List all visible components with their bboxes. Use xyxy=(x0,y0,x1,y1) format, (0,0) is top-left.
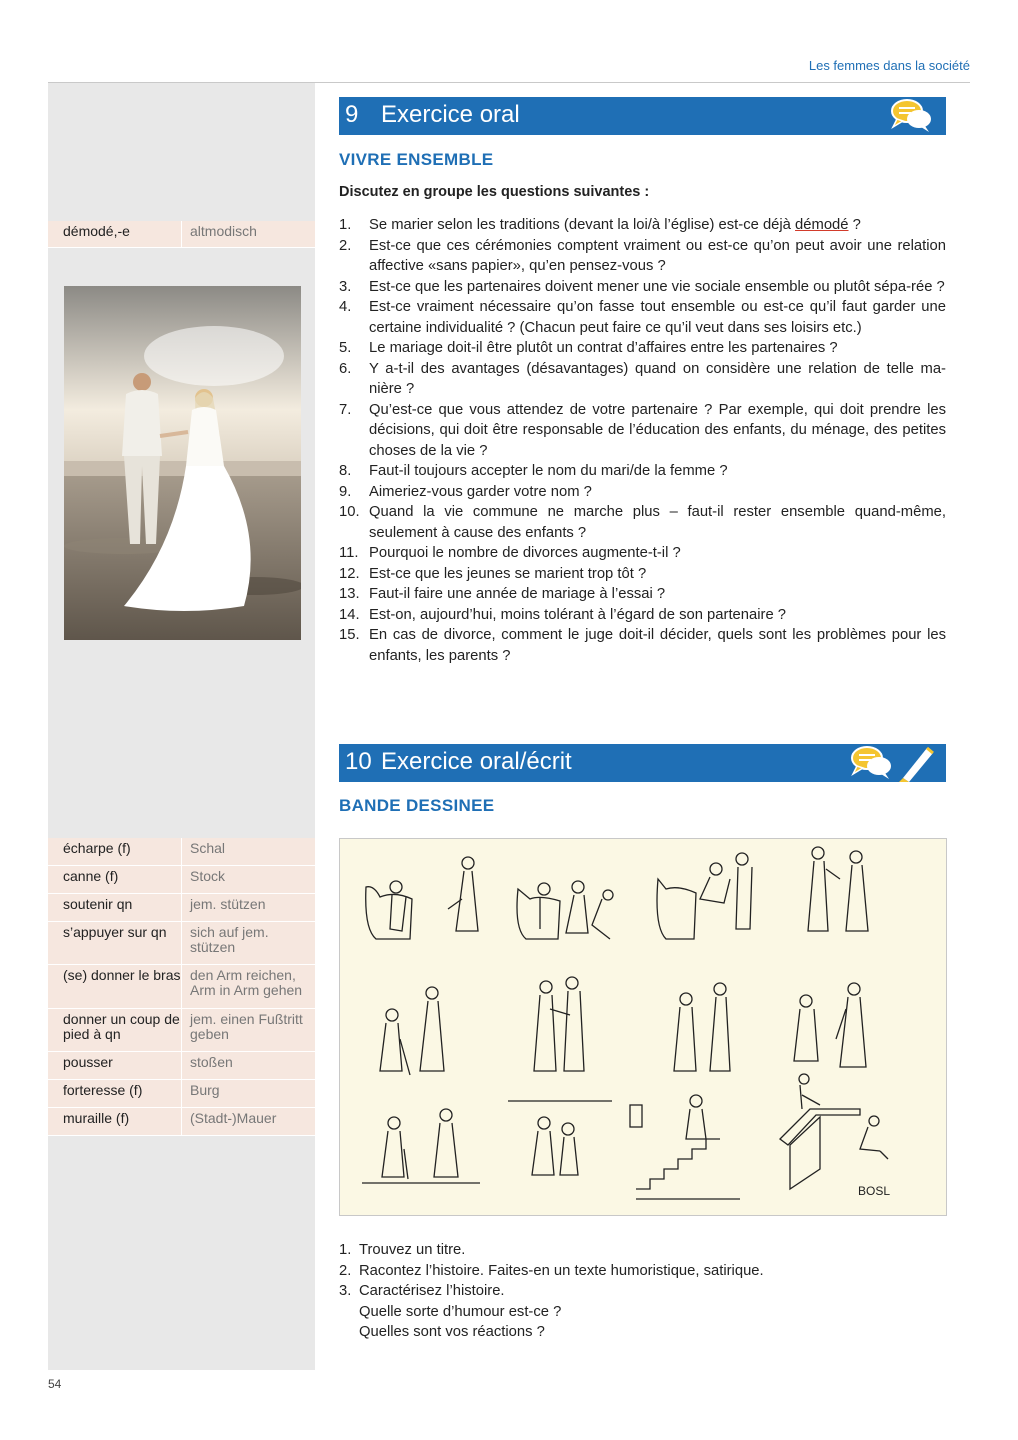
vocab-german: jem. einen Fußtritt geben xyxy=(181,1009,315,1051)
section-10-subtitle: BANDE DESSINEE xyxy=(339,796,495,815)
vocab-french: muraille (f) xyxy=(63,1110,130,1126)
question-number: 1. xyxy=(339,217,352,233)
question-item xyxy=(339,277,946,298)
pencil-icon xyxy=(895,744,935,782)
question-text: Est-ce que les jeunes se marient trop tôt ? xyxy=(369,565,647,582)
comic-panel xyxy=(380,987,444,1075)
question-text: Se marier selon les traditions (devant la loi/à l’église) est-ce déjà xyxy=(369,217,796,233)
question-item xyxy=(339,461,946,482)
vocab-french: soutenir qn xyxy=(63,896,133,912)
question-number: 14. xyxy=(339,606,360,623)
comic-panel xyxy=(517,881,613,939)
page-number: 54 xyxy=(48,1377,62,1391)
task-text: Trouvez un titre. xyxy=(359,1242,466,1258)
question-number: 11. xyxy=(339,545,359,561)
question-text: Quand la vie commune ne marche plus – faut-il rester ensemble quand-même, seulement à cause des enfants ? xyxy=(369,504,946,541)
question-number: 10. xyxy=(339,504,360,520)
task-number: 3. xyxy=(339,1283,352,1299)
vocab-row xyxy=(48,1009,315,1052)
question-item xyxy=(339,482,946,503)
question-text: Est-ce que les partenaires doivent mener une vie sociale ensemble ou plutôt sépa-rée ? xyxy=(369,278,945,295)
task-text: Quelles sont vos réactions ? xyxy=(359,1324,545,1340)
vocab-french: écharpe (f) xyxy=(63,840,131,856)
question-item xyxy=(339,215,946,236)
comic-panel xyxy=(508,1101,612,1175)
task-number: 2. xyxy=(339,1262,352,1279)
question-item xyxy=(339,236,946,277)
section-title: Exercice oral/écrit xyxy=(381,748,572,775)
question-text: Pourquoi le nombre de divorces augmente-t-il ? xyxy=(369,545,681,561)
vocab-row xyxy=(48,838,315,866)
vocab-german: Stock xyxy=(181,866,315,893)
comic-panel xyxy=(780,1074,888,1189)
vocab-french: s’appuyer sur qn xyxy=(63,924,167,940)
question-item xyxy=(339,297,946,338)
question-number: 2. xyxy=(339,237,352,254)
vocab-row xyxy=(48,894,315,922)
task-item xyxy=(339,1240,946,1261)
vocab-row xyxy=(48,1108,315,1136)
question-text: Le mariage doit-il être plutôt un contrat d’affaires entre les partenaires ? xyxy=(369,340,838,356)
question-item xyxy=(339,625,946,666)
question-item xyxy=(339,564,946,585)
question-item xyxy=(339,584,946,605)
speech-bubbles-icon xyxy=(887,97,935,135)
question-text: Est-ce que ces cérémonies comptent vraiment ou est-ce qu’on peut avoir une relation affective «sans papier», qu’en pensez-vous ? xyxy=(369,237,946,274)
section-9-header xyxy=(339,97,946,135)
section-9-subtitle: VIVRE ENSEMBLE xyxy=(339,150,494,169)
speech-bubbles-icon xyxy=(847,744,895,782)
question-text-end: ? xyxy=(848,217,861,233)
marked-word: démodé xyxy=(795,217,849,233)
section-number: 9 xyxy=(345,101,359,128)
question-text: En cas de divorce, comment le juge doit-il décider, quels sont les problèmes pour les enfants, les parents ? xyxy=(369,627,946,664)
comic-panel xyxy=(657,853,752,939)
question-number: 3. xyxy=(339,278,352,295)
question-item xyxy=(339,605,946,626)
vocab-french: pousser xyxy=(63,1054,113,1070)
vocab-row xyxy=(48,1080,315,1108)
question-item xyxy=(339,502,946,543)
vocab-german: Schal xyxy=(181,838,315,865)
task-item xyxy=(339,1322,946,1343)
section-10-header xyxy=(339,744,946,782)
cartoon-signature: BOSL xyxy=(858,1184,891,1198)
question-text: Est-ce vraiment nécessaire qu’on fasse tout ensemble ou est-ce qu’il faut garder une certaine individualité ? (Chacun peut faire ce qu’il veut dans ses loisirs etc.) xyxy=(369,299,946,336)
task-item xyxy=(339,1302,946,1323)
comic-panel xyxy=(630,1095,740,1199)
task-number: 1. xyxy=(339,1242,352,1258)
question-item xyxy=(339,338,946,359)
vocab-french: donner un coup de pied à qn xyxy=(63,1011,180,1042)
task-text: Quelle sorte d’humour est-ce ? xyxy=(359,1303,562,1320)
comic-strip xyxy=(339,838,947,1216)
section-9-instruction: Discutez en groupe les questions suivantes : xyxy=(339,184,650,200)
vocab-row xyxy=(48,866,315,894)
question-number: 9. xyxy=(339,483,352,500)
question-number: 5. xyxy=(339,340,352,356)
wedding-couple-photo xyxy=(64,286,301,640)
vocab-german: stoßen xyxy=(181,1052,315,1079)
task-item xyxy=(339,1261,946,1282)
vocab-german: altmodisch xyxy=(181,221,315,247)
question-text: Aimeriez-vous garder votre nom ? xyxy=(369,483,592,500)
vocab-french: démodé,-e xyxy=(63,223,130,239)
question-number: 4. xyxy=(339,299,352,315)
section-title: Exercice oral xyxy=(381,101,520,128)
comic-panel xyxy=(366,857,478,939)
task-text: Caractérisez l’histoire. xyxy=(359,1283,505,1299)
vocab-german: den Arm reichen, Arm in Arm gehen xyxy=(181,965,315,1008)
vocab-row xyxy=(48,922,315,965)
question-number: 12. xyxy=(339,565,360,582)
comic-panel xyxy=(534,977,584,1071)
question-item xyxy=(339,359,946,400)
question-number: 13. xyxy=(339,586,360,602)
question-number: 6. xyxy=(339,360,352,377)
vocab-row xyxy=(48,1052,315,1080)
vocab-row xyxy=(48,965,315,1009)
question-number: 8. xyxy=(339,463,352,479)
vocab-german: Burg xyxy=(181,1080,315,1107)
comic-panel xyxy=(674,983,730,1071)
task-text: Racontez l’histoire. Faites-en un texte humoristique, satirique. xyxy=(359,1262,764,1279)
question-number: 15. xyxy=(339,627,360,643)
vocab-german: jem. stützen xyxy=(181,894,315,921)
comic-panel xyxy=(794,983,866,1067)
vocab-german: (Stadt-)Mauer xyxy=(181,1108,315,1135)
task-item xyxy=(339,1281,946,1302)
vocab-french: (se) donner le bras xyxy=(63,967,181,983)
vocabulary-sidebar xyxy=(48,83,315,1370)
question-text: Est-on, aujourd’hui, moins tolérant à l’égard de son partenaire ? xyxy=(369,606,787,623)
comic-panel xyxy=(808,847,868,931)
question-item xyxy=(339,400,946,462)
running-title: Les femmes dans la société xyxy=(808,58,970,73)
vocab-german: sich auf jem. stützen xyxy=(181,922,315,964)
question-text: Faut-il toujours accepter le nom du mari/de la femme ? xyxy=(369,463,728,479)
vocab-row xyxy=(48,221,315,248)
vocab-french: forteresse (f) xyxy=(63,1082,143,1098)
comic-panel xyxy=(362,1109,480,1183)
question-text: Faut-il faire une année de mariage à l’essai ? xyxy=(369,586,666,602)
section-number: 10 xyxy=(345,748,372,775)
section-10-tasks xyxy=(339,1240,946,1343)
question-item xyxy=(339,543,946,564)
discussion-questions xyxy=(339,215,946,666)
vocab-french: canne (f) xyxy=(63,868,119,884)
question-text: Y a-t-il des avantages (désavantages) quand on considère une relation de telle ma-nière ? xyxy=(369,360,946,397)
question-text: Qu’est-ce que vous attendez de votre partenaire ? Par exemple, qui doit prendre les décisions, qui doit être responsable de l’éducation des enfants, du ménage, des petites choses de la vie ? xyxy=(369,401,946,459)
question-number: 7. xyxy=(339,401,352,418)
